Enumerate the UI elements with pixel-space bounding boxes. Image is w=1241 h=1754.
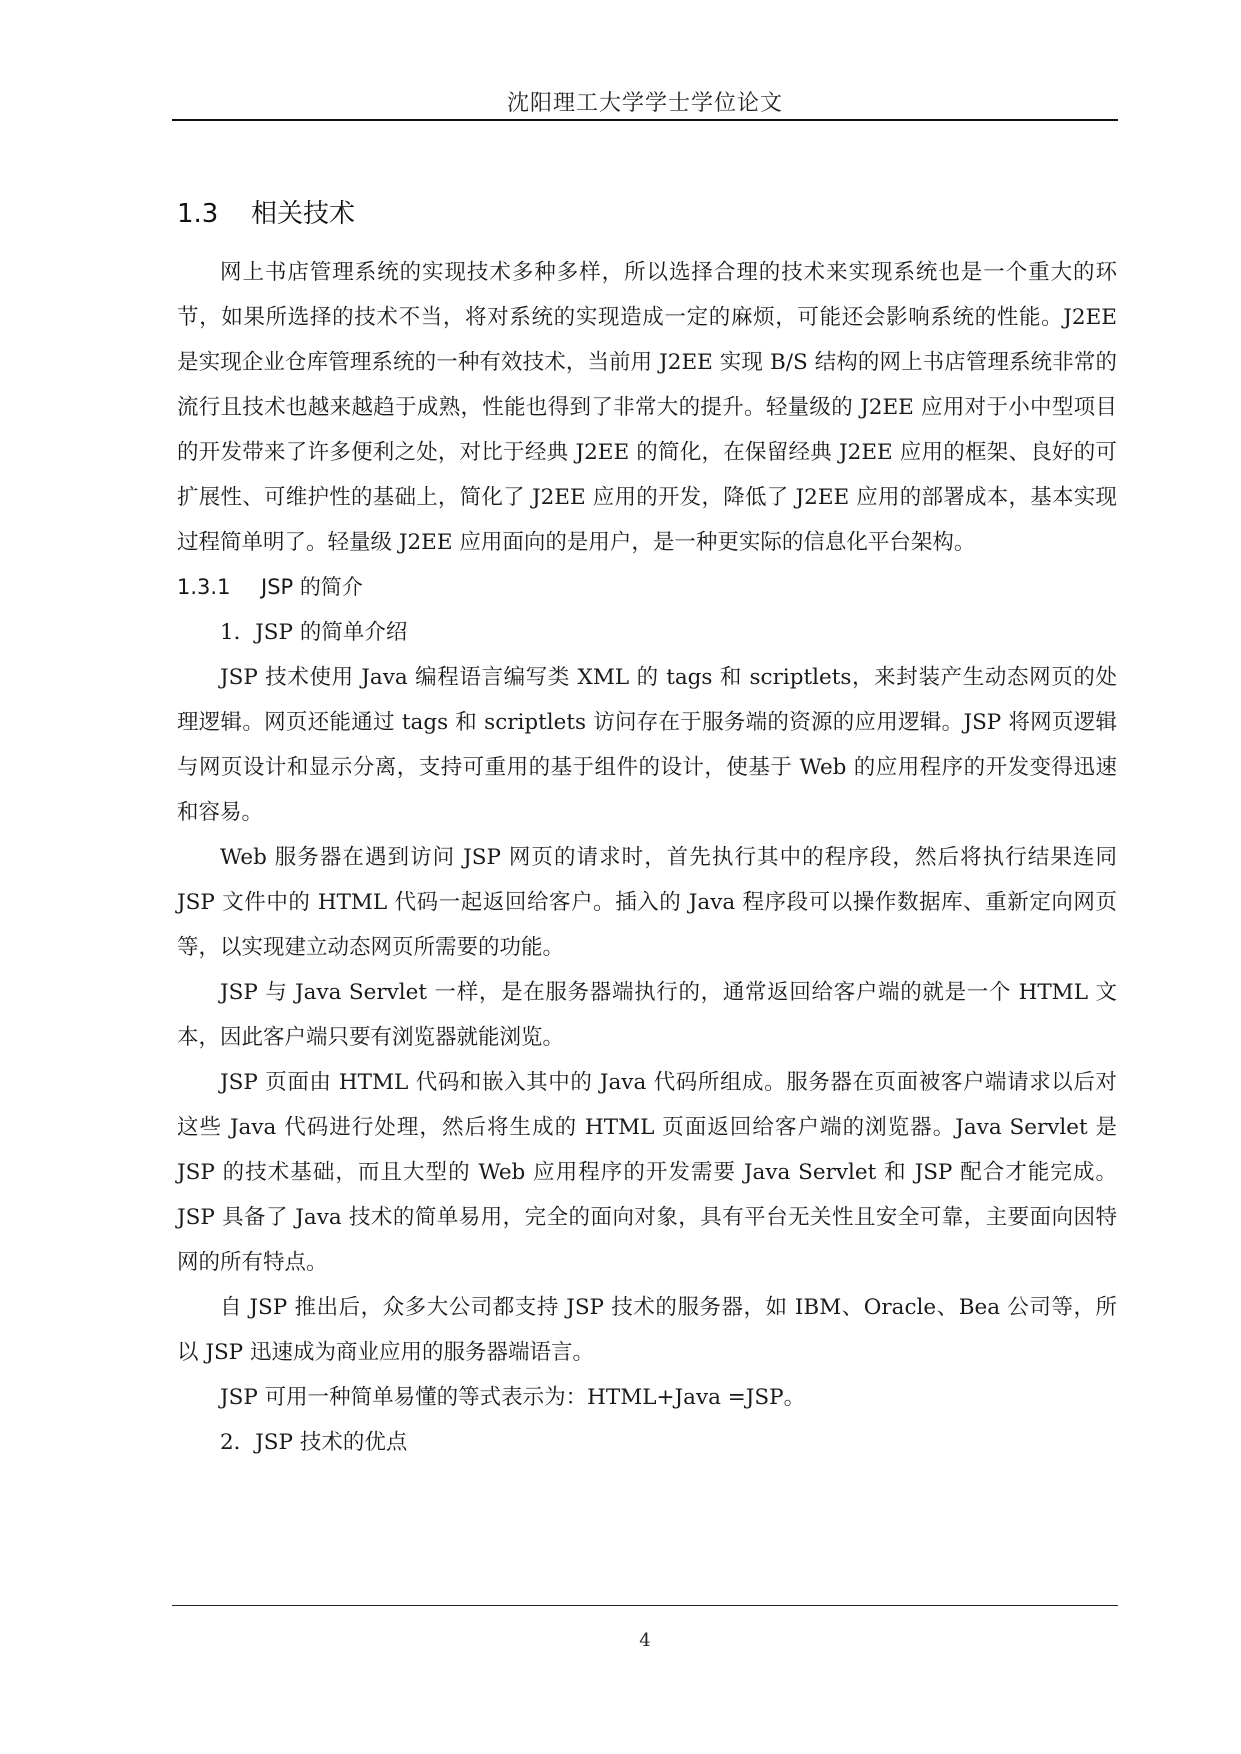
subsection-number: 1.3.1 xyxy=(177,575,231,599)
body-text xyxy=(177,250,1117,1465)
section-heading xyxy=(177,193,355,230)
subsection-title: JSP 的简介 xyxy=(261,575,363,599)
paragraph-intro: 网上书店管理系统的实现技术多种多样，所以选择合理的技术来实现系统也是一个重大的环节，如果所选择的技术不当，将对系统的实现造成一定的麻烦，可能还会影响系统的性能。J2EE 是实现企业仓库管理系统的一种有效技术，当前用 J2EE 实现 B/S 结构的网上书店管理系统非常的流行且技术也越来越趋于成熟，性能也得到了非常大的提升。轻量级的 J2EE 应用对于小中型项目的开发带来了许多便利之处，对比于经典 J2EE 的简化，在保留经典 J2EE 应用的框架、良好的可扩展性、可维护性的基础上，简化了 J2EE 应用的开发，降低了 J2EE 应用的部署成本，基本实现过程简单明了。轻量级 J2EE 应用面向的是用户，是一种更实际的信息化平台架构。 xyxy=(177,260,1117,555)
running-header: 沈阳理工大学学士学位论文 xyxy=(506,91,783,116)
section-title: 相关技术 xyxy=(251,199,356,229)
paragraph-6: JSP 可用一种简单易懂的等式表示为：HTML+Java =JSP。 xyxy=(220,1385,806,1410)
list-item-2: 2．JSP 技术的优点 xyxy=(220,1430,408,1455)
header-rule xyxy=(172,119,1118,121)
paragraph-1: JSP 技术使用 Java 编程语言编写类 XML 的 tags 和 scriptlets，来封装产生动态网页的处理逻辑。网页还能通过 tags 和 scriptlets 访问存在于服务端的资源的应用逻辑。JSP 将网页逻辑与网页设计和显示分离，支持可重用的基于组件的设计，使基于 Web 的应用程序的开发变得迅速和容易。 xyxy=(177,665,1117,825)
subsection-heading xyxy=(177,565,1117,610)
list-item-1: 1．JSP 的简单介绍 xyxy=(220,620,408,645)
footer-rule xyxy=(172,1605,1118,1606)
section-number: 1.3 xyxy=(177,199,219,229)
page-number: 4 xyxy=(639,1630,651,1651)
paragraph-3: JSP 与 Java Servlet 一样，是在服务器端执行的，通常返回给客户端的就是一个 HTML 文本，因此客户端只要有浏览器就能浏览。 xyxy=(177,980,1117,1050)
paragraph-2: Web 服务器在遇到访问 JSP 网页的请求时，首先执行其中的程序段，然后将执行结果连同 JSP 文件中的 HTML 代码一起返回给客户。插入的 Java 程序段可以操作数据库、重新定向网页等，以实现建立动态网页所需要的功能。 xyxy=(177,845,1117,960)
paragraph-5: 自 JSP 推出后，众多大公司都支持 JSP 技术的服务器，如 IBM、Oracle、Bea 公司等，所以 JSP 迅速成为商业应用的服务器端语言。 xyxy=(177,1295,1117,1365)
paragraph-4: JSP 页面由 HTML 代码和嵌入其中的 Java 代码所组成。服务器在页面被客户端请求以后对这些 Java 代码进行处理，然后将生成的 HTML 页面返回给客户端的浏览器。Java Servlet 是 JSP 的技术基础，而且大型的 Web 应用程序的开发需要 Java Servlet 和 JSP 配合才能完成。JSP 具备了 Java 技术的简单易用，完全的面向对象，具有平台无关性且安全可靠，主要面向因特网的所有特点。 xyxy=(177,1070,1117,1275)
